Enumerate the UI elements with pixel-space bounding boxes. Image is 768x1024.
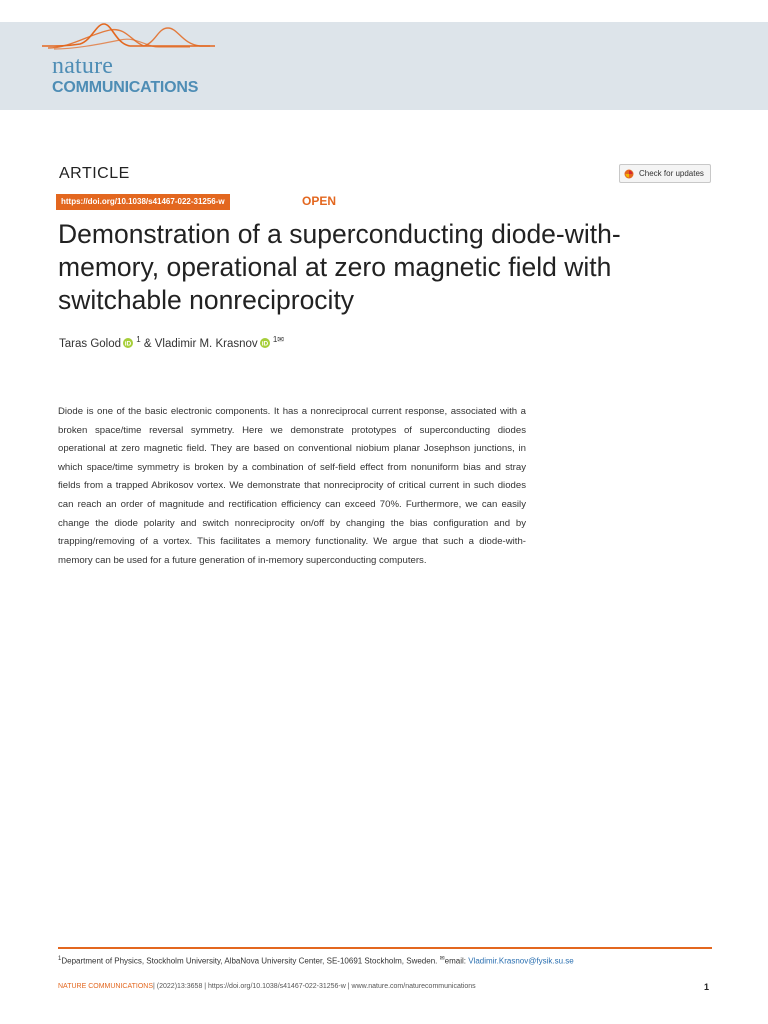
logo-communications-text: COMMUNICATIONS — [52, 79, 199, 96]
author-name[interactable]: Vladimir M. Krasnov — [154, 337, 258, 350]
affiliation-text: Department of Physics, Stockholm University, AlbaNova University Center, SE-10691 Stockholm, Sweden. — [61, 956, 438, 966]
article-type-label: ARTICLE — [59, 165, 130, 182]
orcid-icon[interactable] — [123, 338, 133, 348]
page-number: 1 — [704, 982, 710, 992]
svg-text:iD: iD — [261, 340, 268, 348]
footer-citation: | (2022)13:3658 | https://doi.org/10.1038/s41467-022-31256-w | www.nature.com/naturecommunications — [153, 983, 476, 990]
doi-link[interactable]: https://doi.org/10.1038/s41467-022-31256-w — [56, 194, 230, 210]
email-mark: ✉ — [439, 956, 445, 962]
check-for-updates-button[interactable] — [619, 164, 711, 183]
logo-nature-text: nature — [52, 53, 114, 79]
author-list — [59, 335, 284, 350]
page-footer — [58, 983, 476, 990]
email-label: email: — [444, 956, 466, 966]
article-title: Demonstration of a superconducting diode-with-memory, operational at zero magnetic field with switchable nonreciprocity — [58, 219, 621, 315]
author-name[interactable]: Taras Golod — [59, 337, 122, 350]
check-updates-label: Check for updates — [639, 169, 704, 178]
orcid-icon[interactable] — [260, 338, 270, 348]
affiliation-footnote: $^1$Department of Physics, Stockholm University, AlbaNova University Center, SE-10691 Stockholm, Sweden. ✉email: Vladimir.Krasnov@fysik.su.se — [58, 956, 574, 966]
open-access-label: OPEN — [302, 194, 337, 208]
check-updates-icon — [624, 169, 634, 179]
affiliation-mark: 1✉ — [272, 335, 284, 344]
footnote-divider — [58, 947, 712, 949]
author-separator: & — [143, 337, 152, 350]
abstract-text: Diode is one of the basic electronic components. It has a nonreciprocal current response, associated with a broken space/time reversal symmetry. Here we demonstrate prototypes of superconducting diodes operational at zero magnetic field. They are based on conventional niobium planar Josephson junctions, in which space/time symmetry is broken by a combination of self-field effect from nonuniform bias and stray fields from a trapped Abrikosov vortex. We demonstrate that nonreciprocity of critical current in such diodes can reach an order of magnitude and rectification efficiency can exceed 70%. Furthermore, we can easily change the diode polarity and switch nonreciprocity on/off by changing the bias configuration and by trapping/removing of a vortex. This facilitates a memory functionality. We argue that such a diode-with-memory can be used for a future generation of in-memory superconducting computers. — [58, 406, 526, 566]
email-link[interactable]: Vladimir.Krasnov@fysik.su.se — [468, 956, 574, 966]
footer-journal-name: NATURE COMMUNICATIONS — [58, 983, 154, 990]
affiliation-mark: 1 — [136, 335, 141, 344]
svg-text:iD: iD — [124, 340, 132, 348]
